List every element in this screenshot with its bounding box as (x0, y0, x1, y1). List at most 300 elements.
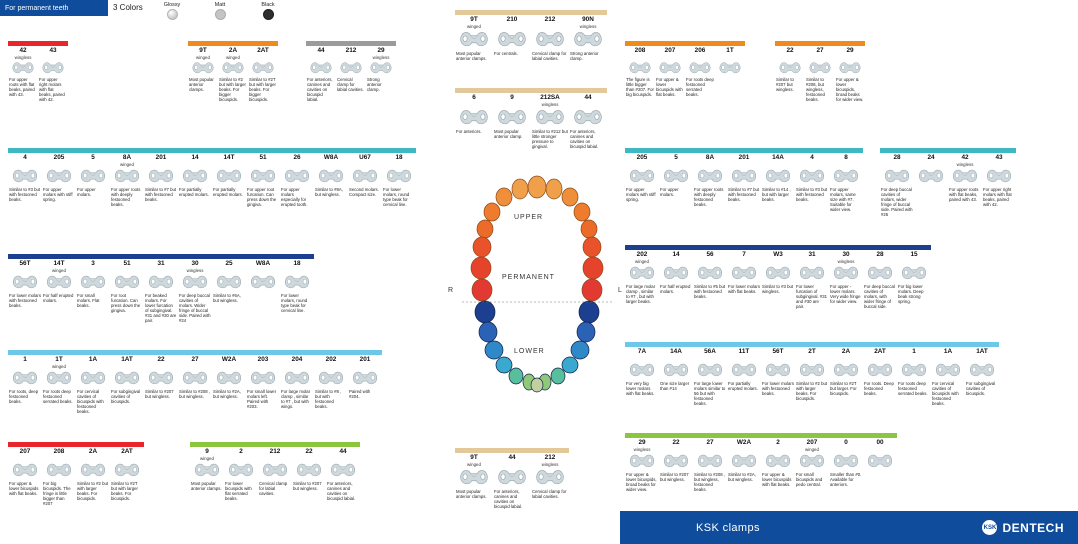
clamp-item[interactable] (76, 154, 110, 207)
clamp-item[interactable] (761, 439, 795, 492)
clamp-description: For partially erupted molars. (728, 380, 758, 391)
clamp-description: Similar to #2T but with larger beaks. For bigger bicuspids. (249, 77, 276, 103)
clamp-item[interactable] (218, 47, 248, 102)
clamp-code: 31 (808, 251, 816, 258)
black-dot-icon (263, 9, 274, 20)
clamp-description: Similar to #14 , but with larger beaks. (762, 186, 791, 202)
clamp-item[interactable] (569, 16, 607, 61)
group-row (625, 251, 931, 309)
group-row (8, 47, 68, 102)
clamp-code: 9 (510, 94, 514, 101)
clamp-item[interactable] (727, 154, 761, 212)
chart-lower-label: LOWER (514, 348, 545, 355)
clamp-code: 208 (634, 47, 646, 54)
clamp-code: 205 (636, 154, 648, 161)
clamp-description: For cervical cavities of bicuspids with festooned beaks. (77, 388, 104, 414)
clamp-item[interactable] (8, 448, 42, 506)
clamp-code: 4 (23, 154, 27, 161)
clamp-item[interactable] (212, 154, 246, 207)
clamp-item[interactable] (455, 16, 493, 61)
clamp-item[interactable] (212, 260, 246, 323)
clamp-item[interactable] (914, 154, 948, 217)
clamp-illustration (384, 167, 414, 186)
clamp-illustration (695, 264, 725, 283)
clamp-code: 8 (844, 154, 848, 161)
clamp-illustration (899, 264, 929, 283)
clamp-item[interactable] (761, 348, 795, 406)
clamp-item[interactable] (382, 154, 416, 207)
clamp-illustration (831, 361, 861, 380)
clamp-item[interactable] (775, 47, 805, 102)
clamp-item[interactable] (314, 356, 348, 414)
clamp-item[interactable] (42, 260, 76, 323)
clamp-item[interactable] (569, 94, 607, 149)
group-color-bar (8, 350, 382, 355)
clamp-description: For anteriors, canines and cavities on bicuspid labial. (494, 489, 523, 510)
clamp-item[interactable] (280, 356, 314, 414)
clamp-description: Similar to #7 but with festooned beaks. (145, 186, 177, 202)
clamp-illustration (571, 29, 605, 50)
clamp-item[interactable] (829, 154, 863, 212)
clamp-description: Similar to #2T but with larger beaks. For bicuspids. (111, 480, 138, 501)
clamp-illustration (78, 461, 108, 480)
clamp-code: 2AT (874, 348, 886, 355)
clamp-item[interactable] (292, 448, 326, 501)
clamp-item[interactable] (625, 251, 659, 309)
clamp-description: For upper molars, same size with #7. Suitable for wider view. (830, 186, 856, 212)
clamp-illustration (44, 167, 74, 186)
clamp-description: Similar to #207 but wingless. (660, 471, 689, 482)
clamp-item[interactable] (897, 348, 931, 406)
clamp-item[interactable] (348, 356, 382, 414)
group-color-bar (880, 148, 1016, 153)
group-row (455, 16, 607, 61)
clamp-description: For half erupted molars. (43, 292, 74, 303)
clamp-description: Similar to #5 but with festooned beaks. (694, 283, 726, 299)
clamp-illustration (837, 60, 863, 76)
clamp-description: Strong anterior clamp. (570, 51, 599, 62)
clamp-wing-note: winged (467, 24, 481, 29)
clamp-item[interactable] (178, 356, 212, 414)
clamp-code: 44 (317, 47, 325, 54)
clamp-code: 7A (637, 348, 647, 355)
group-color-bar (188, 41, 278, 46)
clamp-description (715, 76, 745, 77)
group-color-bar (455, 88, 607, 93)
clamp-item[interactable] (795, 348, 829, 406)
clamp-code: 42 (19, 47, 27, 54)
clamp-illustration (112, 273, 142, 292)
clamp-item[interactable] (178, 154, 212, 207)
clamp-illustration (308, 60, 334, 76)
clamp-wing-note: wingless (372, 55, 390, 60)
clamp-item[interactable] (144, 260, 178, 323)
clamp-item[interactable] (897, 251, 931, 309)
clamp-illustration (797, 452, 827, 471)
clamp-code: 8A (705, 154, 715, 161)
clamp-item[interactable] (76, 260, 110, 323)
clamp-item[interactable] (188, 47, 218, 102)
clamp-group-g-orange-9t (188, 41, 278, 102)
clamp-description: Similar to #207 but wingless. (776, 77, 794, 93)
clamp-illustration (44, 273, 74, 292)
clamp-item[interactable] (348, 154, 382, 207)
clamp-code: 22 (786, 47, 794, 54)
clamp-item[interactable] (258, 448, 292, 501)
clamp-illustration (282, 167, 312, 186)
clamp-item[interactable] (761, 154, 795, 212)
swatch-black (251, 2, 285, 20)
clamp-illustration (729, 167, 759, 186)
clamp-item[interactable] (280, 154, 314, 207)
clamp-item[interactable] (493, 94, 531, 149)
clamp-item[interactable] (110, 154, 144, 207)
clamp-code: 27 (706, 439, 714, 446)
clamp-item[interactable] (805, 47, 835, 102)
clamp-illustration (248, 273, 278, 292)
chart-left-label: L (618, 287, 623, 294)
clamp-item[interactable] (76, 356, 110, 414)
clamp-item[interactable] (625, 348, 659, 406)
clamp-item[interactable] (76, 448, 110, 506)
clamp-description: Similar to #6A, but wingless. (213, 292, 241, 303)
clamp-code: 56 (706, 251, 714, 258)
clamp-illustration (729, 452, 759, 471)
clamp-item[interactable] (8, 154, 42, 207)
clamp-code: 14 (191, 154, 199, 161)
clamp-code: 2T (808, 348, 816, 355)
clamp-description: Similar to #2 but with larger beaks. For bicuspids. (77, 480, 109, 501)
clamp-item[interactable] (659, 439, 693, 492)
clamp-illustration (248, 369, 278, 388)
clamp-item[interactable] (863, 439, 897, 492)
clamp-illustration (40, 60, 66, 76)
clamp-code: 43 (995, 154, 1003, 161)
clamp-item[interactable] (931, 348, 965, 406)
clamp-wing-note: wingless (541, 102, 559, 107)
clamp-description: For upper & lower bicuspids with flat beaks. (9, 480, 39, 496)
clamp-item[interactable] (144, 356, 178, 414)
clamp-code: 14T (223, 154, 235, 161)
clamp-item[interactable] (246, 260, 280, 323)
clamp-item[interactable] (110, 260, 144, 323)
colors-label: 3 Colors (113, 3, 143, 12)
clamp-description: Similar to #2 but with larger beaks. For bicuspids. (796, 380, 828, 401)
clamp-item[interactable] (178, 260, 212, 323)
clamp-description: The figure is little bigger than #207. For big bicuspids. (626, 77, 654, 98)
clamp-description: Similar to #2A, but wingless. (213, 388, 241, 399)
clamp-description: Most popular anterior clamps. (456, 51, 487, 62)
clamp-description: Similar to #3 but with festooned beaks. (796, 186, 828, 202)
clamp-description: For lower molars, round type beak for cervical line. (281, 292, 308, 313)
clamp-description: For lower furcation of subgingival. #31 and #30 are pair. (796, 283, 828, 309)
clamp-item[interactable] (42, 356, 76, 414)
clamp-item[interactable] (948, 154, 982, 217)
clamp-item[interactable] (190, 448, 224, 501)
clamp-group-g-teal-205r (625, 148, 863, 212)
clamp-wing-note: winged (200, 456, 214, 461)
clamp-code: 14A (670, 348, 682, 355)
clamp-description: Similar to #208 , but wingless, festooned beaks. (694, 471, 726, 492)
clamp-item[interactable] (224, 448, 258, 501)
group-row (625, 47, 745, 97)
clamp-description: Similar to #3 but wingless. (762, 283, 794, 294)
clamp-item[interactable] (965, 348, 999, 406)
clamp-code: 18 (293, 260, 301, 267)
clamp-description: Similar to #208, but wingless, festooned beaks. (806, 77, 825, 103)
clamp-code: 31 (157, 260, 165, 267)
clamp-illustration (831, 167, 861, 186)
clamp-item[interactable] (212, 356, 246, 414)
clamp-code: 207 (806, 439, 818, 446)
clamp-wing-note: winged (120, 162, 134, 167)
clamp-item[interactable] (693, 251, 727, 309)
clamp-item[interactable] (685, 47, 715, 97)
clamp-description (914, 186, 948, 187)
clamp-code: 24 (927, 154, 935, 161)
clamp-item[interactable] (8, 356, 42, 414)
clamp-item[interactable] (795, 154, 829, 212)
group-row (625, 439, 897, 492)
clamp-code: 201 (359, 356, 371, 363)
clamp-item[interactable] (727, 348, 761, 406)
clamp-illustration (533, 107, 567, 128)
clamp-item[interactable] (659, 348, 693, 406)
clamp-illustration (933, 361, 963, 380)
clamp-illustration (112, 167, 142, 186)
dentech-wordmark: DENTECH (1002, 520, 1064, 535)
clamp-code: 56T (19, 260, 31, 267)
clamp-description: For upper root furcation. Can press down the gingiva. (247, 186, 277, 207)
clamp-illustration (661, 167, 691, 186)
clamp-illustration (627, 452, 657, 471)
group-color-bar (775, 41, 865, 46)
clamp-item[interactable] (42, 448, 76, 506)
clamp-code: 2 (776, 439, 780, 446)
clamp-illustration (729, 361, 759, 380)
clamp-group-g-orange-208 (625, 41, 745, 97)
clamp-description: One size larger than #14 (660, 380, 690, 391)
clamp-illustration (627, 167, 657, 186)
clamp-item[interactable] (982, 154, 1016, 217)
clamp-item[interactable] (693, 348, 727, 406)
clamp-code: 25 (225, 260, 233, 267)
clamp-item[interactable] (280, 260, 314, 323)
clamp-code: 9T (199, 47, 207, 54)
clamp-wing-note: winged (196, 55, 210, 60)
clamp-illustration (865, 452, 895, 471)
clamp-item[interactable] (625, 154, 659, 212)
clamp-item[interactable] (531, 94, 569, 149)
clamp-description: For small molars. Flat beaks. (77, 292, 100, 308)
clamp-description: For upper roots with deeply festooned beaks. (111, 186, 141, 207)
clamp-description: For anteriors. (456, 129, 482, 135)
clamp-wing-note: winged (805, 447, 819, 452)
group-row (625, 348, 999, 406)
clamp-item[interactable] (38, 47, 68, 102)
clamp-item[interactable] (455, 454, 493, 509)
clamp-code: 2A (88, 448, 98, 455)
clamp-item[interactable] (306, 47, 336, 102)
clamp-code: W8A (255, 260, 271, 267)
clamp-illustration (687, 60, 713, 76)
clamp-description: For partially erupted molars. (213, 186, 243, 197)
clamp-code: 202 (325, 356, 337, 363)
clamp-item[interactable] (531, 454, 569, 509)
clamp-code: 2A (841, 348, 851, 355)
clamp-description: Second molars. Compact size. (349, 186, 379, 197)
lower-arch (475, 301, 599, 392)
clamp-item[interactable] (795, 439, 829, 492)
clamp-item[interactable] (366, 47, 396, 102)
clamp-code: 205 (53, 154, 65, 161)
clamp-item[interactable] (110, 356, 144, 414)
clamp-code: 9T (470, 16, 478, 23)
clamp-code: 2A (228, 47, 238, 54)
clamp-code: 44 (584, 94, 592, 101)
clamp-item[interactable] (829, 439, 863, 492)
clamp-illustration (180, 167, 210, 186)
clamp-item[interactable] (531, 16, 569, 61)
group-row (8, 448, 144, 506)
clamp-code: W2A (736, 439, 752, 446)
clamp-code: 203 (257, 356, 269, 363)
clamp-item[interactable] (246, 356, 280, 414)
clamp-description: Strong anterior clamp. (367, 77, 382, 93)
clamp-description: For anteriors, canines and cavities on bicuspid labial. (327, 480, 356, 501)
clamp-item[interactable] (659, 251, 693, 309)
clamp-code: 27 (191, 356, 199, 363)
clamp-illustration (190, 60, 216, 76)
clamp-description: Similar to #7 but with festooned beaks. (728, 186, 760, 202)
clamp-item[interactable] (336, 47, 366, 102)
clamp-item[interactable] (761, 251, 795, 309)
clamp-item[interactable] (655, 47, 685, 97)
clamp-item[interactable] (829, 251, 863, 309)
clamp-illustration (146, 273, 176, 292)
group-color-bar (625, 245, 931, 250)
clamp-item[interactable] (715, 47, 745, 97)
clamp-description: For roots. Deep festooned beaks. (864, 380, 894, 396)
clamp-description: For upper & lower bicuspids with flat beaks. (762, 471, 792, 487)
clamp-item[interactable] (326, 448, 360, 501)
clamp-description: For lower molars with festooned beaks. (9, 292, 41, 308)
clamp-illustration (10, 60, 36, 76)
clamp-item[interactable] (727, 251, 761, 309)
clamp-item[interactable] (625, 439, 659, 492)
clamp-code: 8A (122, 154, 132, 161)
footer-brand-bar (620, 511, 1078, 544)
clamp-item[interactable] (693, 154, 727, 212)
clamp-item[interactable] (314, 154, 348, 207)
clamp-code: 14 (672, 251, 680, 258)
clamp-wing-note: wingless (579, 24, 597, 29)
clamp-item[interactable] (42, 154, 76, 207)
clamp-item[interactable] (455, 94, 493, 149)
group-row (455, 94, 607, 149)
clamp-code: 44 (508, 454, 516, 461)
clamp-illustration (214, 369, 244, 388)
clamp-item[interactable] (880, 154, 914, 217)
clamp-illustration (226, 461, 256, 480)
clamp-description: Similar to #207 but wingless. (293, 480, 322, 491)
clamp-group-g-teal-2824 (880, 148, 1016, 217)
clamp-illustration (146, 369, 176, 388)
clamp-description: Cervical clamp for labial cavities. (259, 480, 288, 496)
clamp-description: For lower molars, round type beak for cervical line. (383, 186, 410, 207)
clamp-illustration (10, 273, 40, 292)
clamp-item[interactable] (863, 348, 897, 406)
clamp-item[interactable] (829, 348, 863, 406)
clamp-item[interactable] (795, 251, 829, 309)
clamp-item[interactable] (248, 47, 278, 102)
clamp-item[interactable] (246, 154, 280, 207)
clamp-description: Similar to #212 but little stronger pressure to gingival. (532, 129, 568, 150)
clamp-illustration (627, 60, 653, 76)
clamp-item[interactable] (144, 154, 178, 207)
clamp-description: For upper - lower molars. Very wide fringe for wider view. (830, 283, 861, 304)
clamp-description: Similar to #8 , but with festooned beaks. (315, 388, 342, 409)
clamp-illustration (112, 461, 142, 480)
clamp-description: For lower molars with flat beaks. (728, 283, 760, 294)
clamp-item[interactable] (727, 439, 761, 492)
clamp-item[interactable] (659, 154, 693, 212)
clamp-wing-note: wingless (956, 162, 974, 167)
group-row (8, 154, 416, 207)
clamp-description (863, 471, 897, 472)
clamp-illustration (865, 361, 895, 380)
clamp-description: For partially erupted molars. (179, 186, 209, 197)
clamp-description: Similar to #2T but larger. For bicuspids. (830, 380, 857, 396)
clamp-illustration (214, 273, 244, 292)
clamp-group-g-navy-202r (625, 245, 931, 309)
clamp-wing-note: winged (467, 462, 481, 467)
clamp-code: 212 (544, 16, 556, 23)
clamp-code: 14A (772, 154, 784, 161)
clamp-item[interactable] (863, 251, 897, 309)
swatch-matt-label: Matt (214, 2, 226, 8)
group-color-bar (625, 342, 999, 347)
clamp-item[interactable] (625, 47, 655, 97)
clamp-illustration (797, 167, 827, 186)
clamp-description: Similar to #8A, but wingless. (315, 186, 343, 197)
clamp-code: 1T (726, 47, 734, 54)
clamp-illustration (214, 167, 244, 186)
clamp-illustration (763, 361, 793, 380)
clamp-code: 29 (377, 47, 385, 54)
clamp-item[interactable] (8, 260, 42, 323)
clamp-item[interactable] (8, 47, 38, 102)
clamp-code: 51 (123, 260, 131, 267)
group-row (775, 47, 865, 102)
clamp-illustration (695, 452, 725, 471)
clamp-item[interactable] (493, 454, 531, 509)
clamp-description: For cervical cavities of bicuspids with festooned beaks. (932, 380, 959, 406)
clamp-item[interactable] (110, 448, 144, 506)
clamp-description: For lower bicuspids with flat serrated beaks. (225, 480, 252, 501)
clamp-item[interactable] (693, 439, 727, 492)
clamp-item[interactable] (835, 47, 865, 102)
clamp-group-g-tan-9t210 (455, 10, 607, 61)
clamp-illustration (627, 264, 657, 283)
clamp-description: Cervical clamp for labial cavities. (532, 51, 567, 62)
group-row (8, 260, 314, 323)
clamp-description: For upper roots with flat beaks, paired with 43. (949, 186, 979, 202)
group-color-bar (625, 41, 745, 46)
clamp-item[interactable] (493, 16, 531, 61)
clamp-description: For large molar clamp , similar to #7 , but with wings. (281, 388, 311, 409)
clamp-code: 30 (842, 251, 850, 258)
